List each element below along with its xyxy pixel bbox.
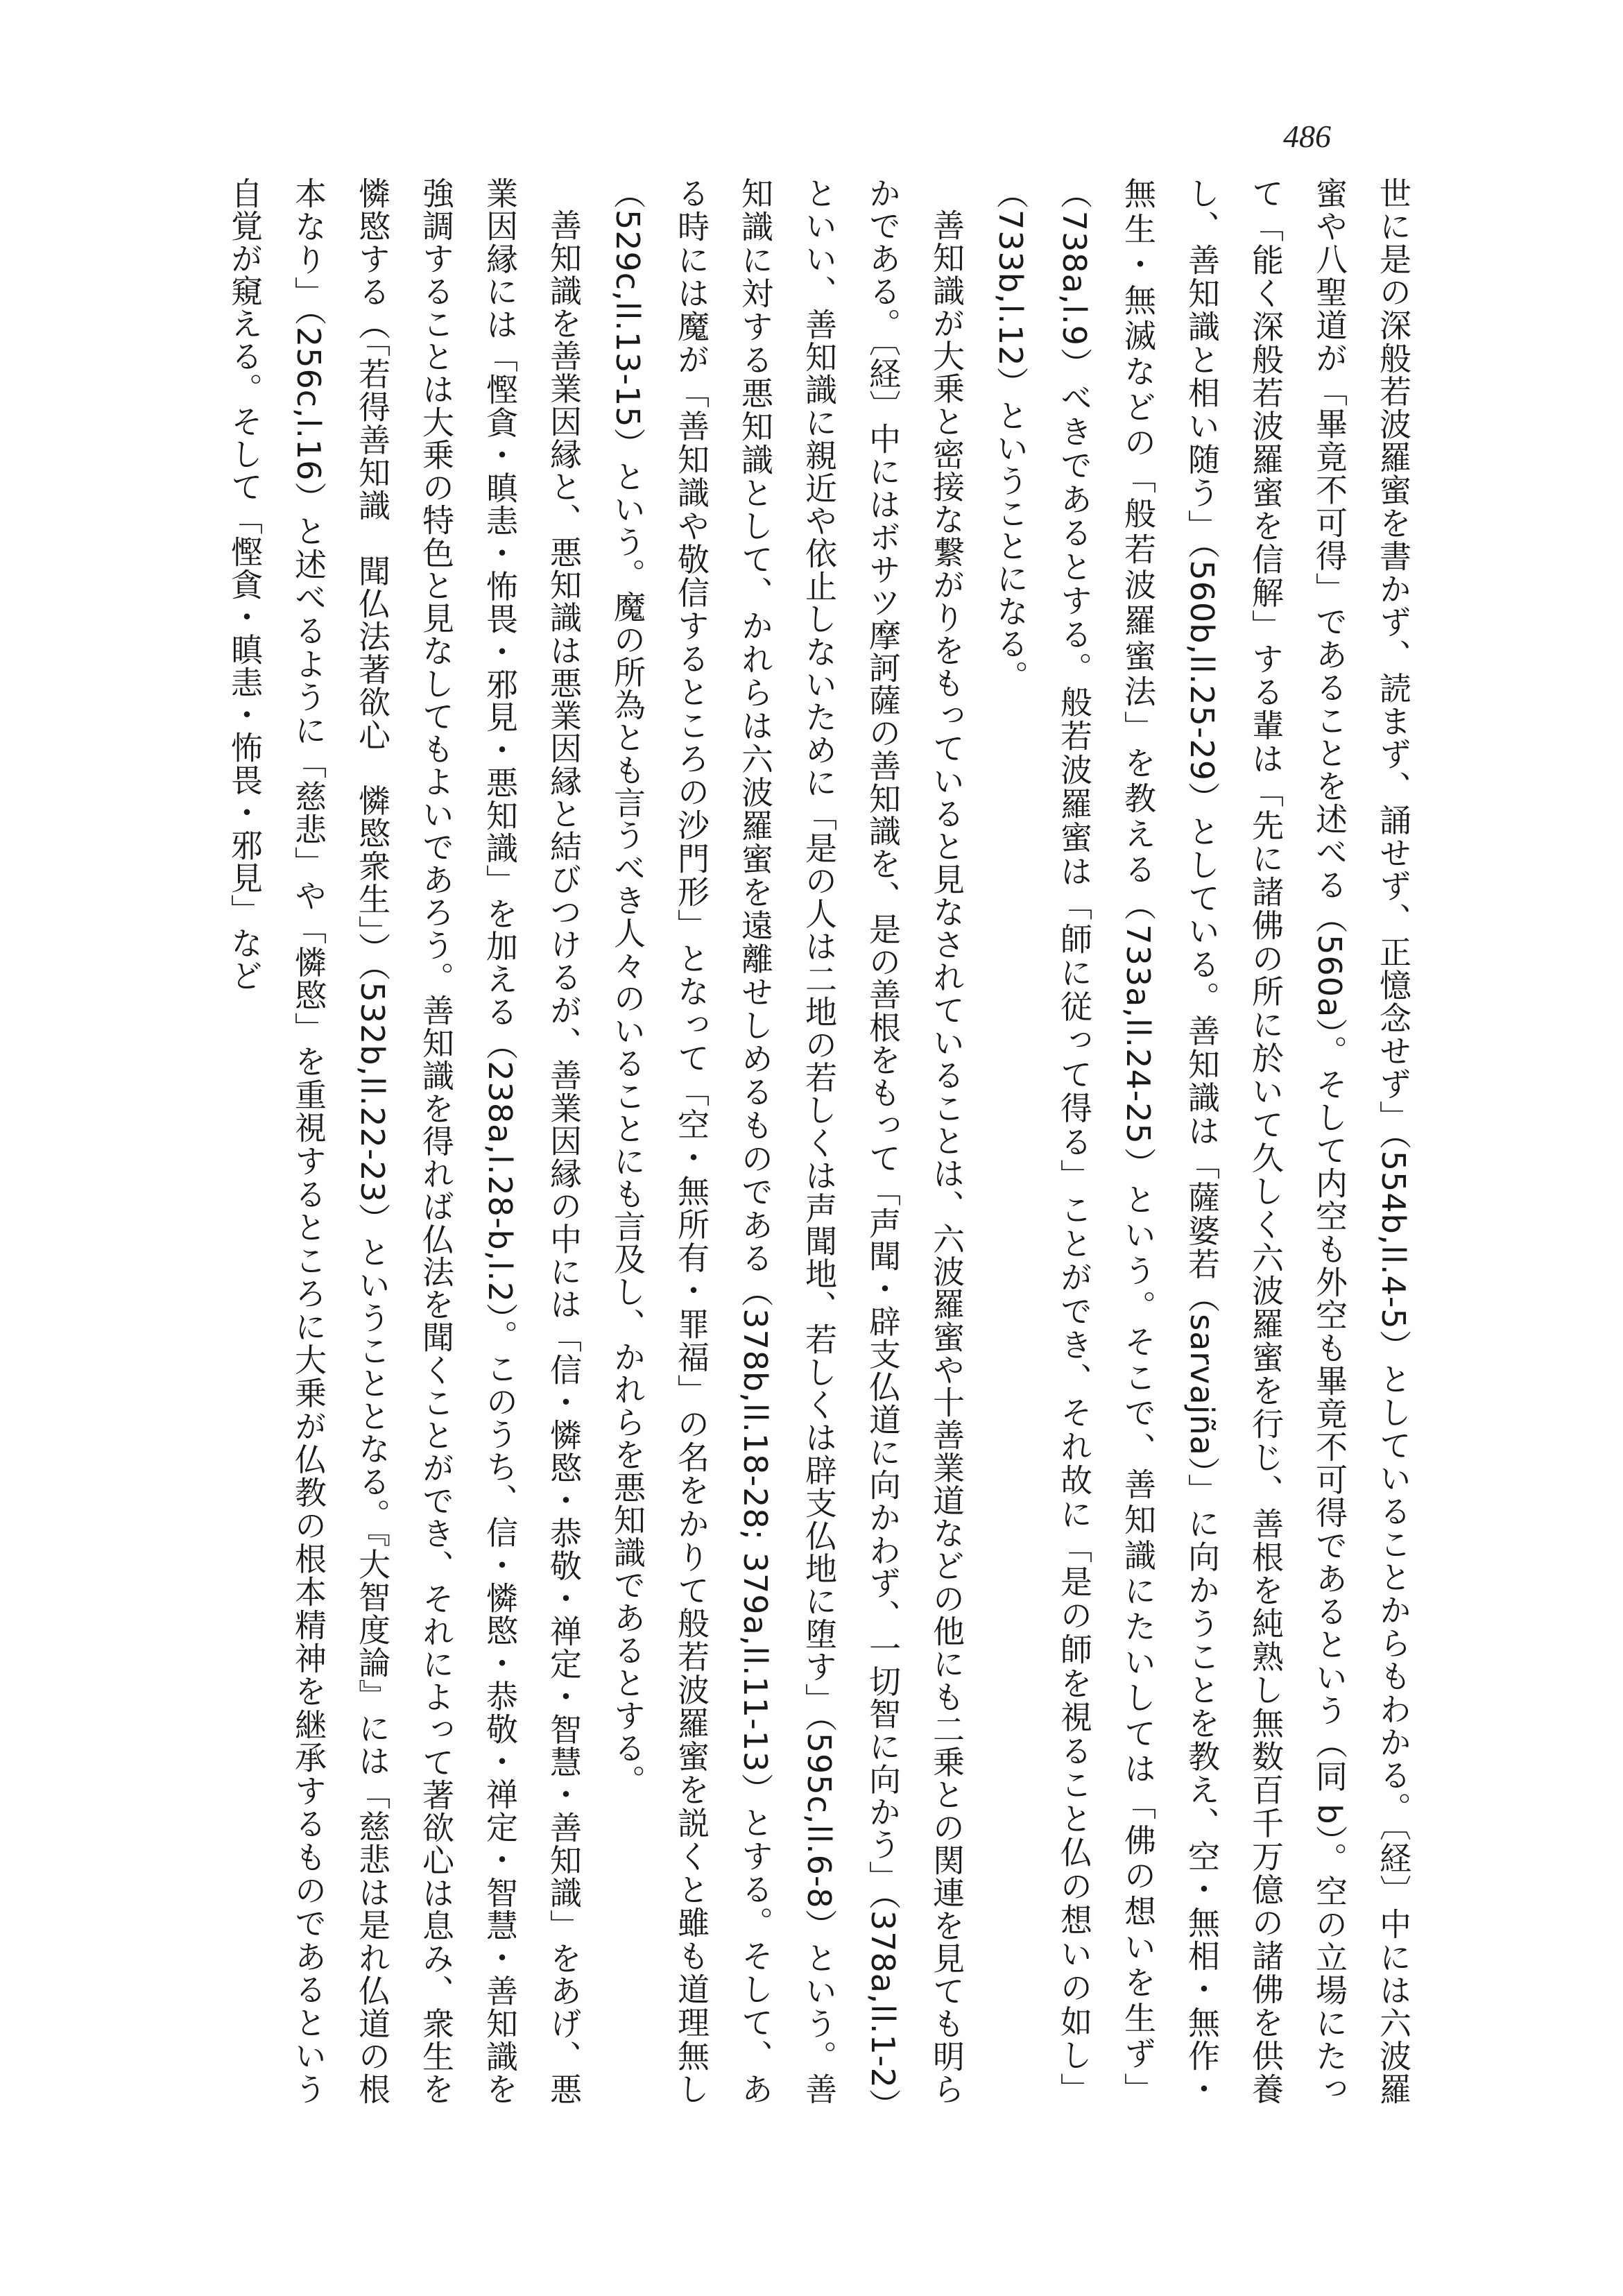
page-number: 486 (1283, 119, 1331, 154)
paragraph-2: 善知識が大乗と密接な繋がりをもっていると見なされていることは、六波羅蜜や十善業道などの他にも二乗との関連を見ても明らかである。〔経〕中にはボサツ摩訶薩の善知識を、是の善根をもって「声聞・辟支仏道に向かわず、一切智に向かう」（378a,ll.1-2）といい、善知識に親近や依止しないために「是の人は二地の若しくは声聞地、若しくは辟支仏地に堕す」（595c,ll.6-8）という。善知識に対する悪知識として、かれらは六波羅蜜を遠離せしめるものである（378b,ll.18-28; 379a,ll.11-13）とする。そして、ある時には魔が「善知識や敬信するところの沙門形」となって「空・無所有・罪福」の名をかりて般若波羅蜜を説くと雖も道理無し（529c,ll.13-15）という。魔の所為とも言うべき人々のいることにも言及し、かれらを悪知識であるとする。 (609, 177, 965, 2105)
paragraph-3: 善知識を善業因縁と、悪知識は悪業因縁と結びつけるが、善業因縁の中には「信・憐愍・恭敬・禅定・智慧・善知識」をあげ、悪業因縁には「慳貪・瞋恚・怖畏・邪見・悪知識」を加える（238a,l.28-b,l.2）。このうち、信・憐愍・恭敬・禅定・智慧・善知識を強調することは大乗の特色と見なしてもよいであろう。善知識を得れば仏法を聞くことができ、それによって著欲心は息み、衆生を憐愍する（「若得善知識 聞仏法著欲心 憐愍衆生」）（532b,ll.22-23）ということとなる。『大智度論』には「慈悲は是れ仏道の根本なり」（256c,l.16）と述べるように「慈悲」や「憐愍」を重視するところに大乗が仏教の根本精神を継承するものであるという自覚が窺える。そして「慳貪・瞋恚・怖畏・邪見」など (226, 177, 583, 2105)
body-text (191, 177, 1425, 2105)
paragraph-1: 世に是の深般若波羅蜜を書かず、読まず、誦せず、正憶念せず」（554b,ll.4-5）としていることからもわかる。〔経〕中には六波羅蜜や八聖道が「畢竟不可得」であることを述べる（560a）。そして内空も外空も畢竟不可得であるという（同 b）。空の立場にたって「能く深般若波羅蜜を信解」する輩は「先に諸佛の所に於いて久しく六波羅蜜を行じ、善根を純熟し無数百千万億の諸佛を供養し、善知識と相い随う」（560b,ll.25-29）としている。善知識は「薩婆若（sarvajña）」に向かうことを教え、空・無相・無作・無生・無滅などの「般若波羅蜜法」を教える（733a,ll.24-25）という。そこで、善知識にたいしては「佛の想いを生ず」（738a,l.9）べきであるとする。般若波羅蜜は「師に従って得る」ことができ、それ故に「是の師を視ること仏の想いの如し」（733b,l.12）ということになる。 (992, 177, 1412, 2105)
